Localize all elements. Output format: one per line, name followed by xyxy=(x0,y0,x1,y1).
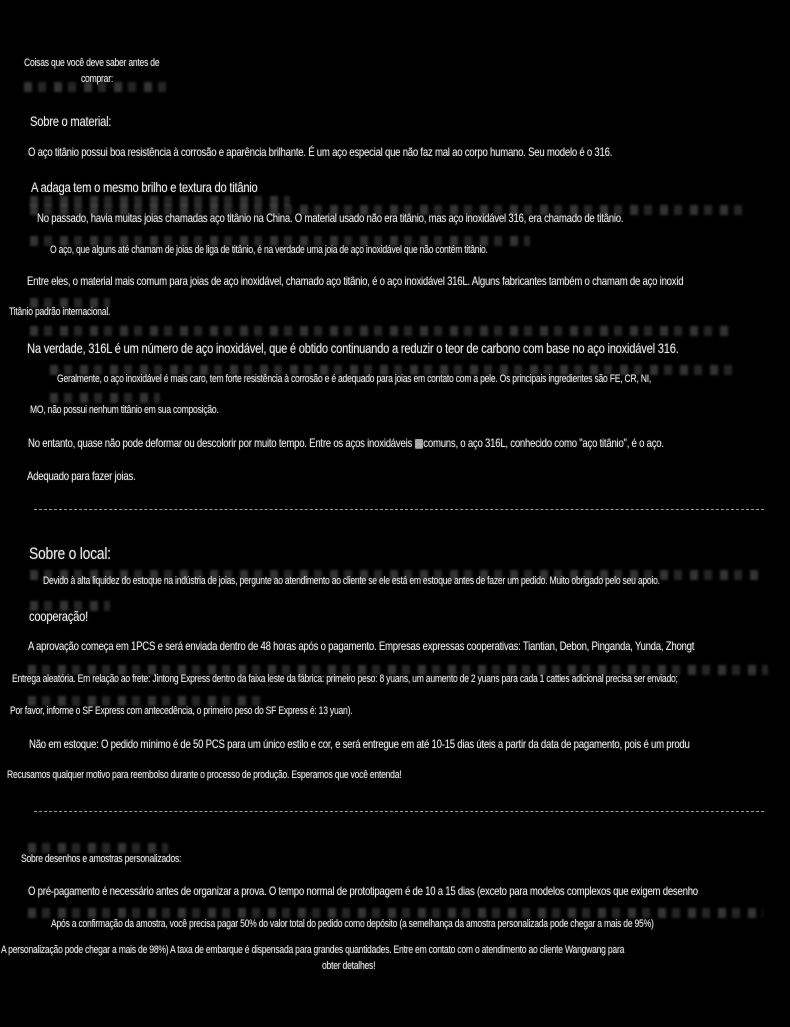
section-divider xyxy=(34,811,764,812)
material-paragraph-2: A adaga tem o mesmo brilho e textura do titânio xyxy=(31,179,258,195)
intro-line-1: Coisas que você deve saber antes de xyxy=(24,57,160,69)
location-paragraph-1: Devido à alta liquidez do estoque na indústria de joias, pergunte ao atendimento ao cliente se ele está em estoque antes de fazer um pedido. Muito obrigado pelo seu apoio. xyxy=(43,575,660,587)
blurred-text-artifact xyxy=(50,393,160,403)
material-paragraph-11: Adequado para fazer joias. xyxy=(27,469,136,483)
location-paragraph-4: Entrega aleatória. Em relação ao frete: Jintong Express dentro da faixa leste da fábrica: primeiro peso: 8 yuans, um aumento de 2 yuans para cada 1 catties adicional precisa ser enviado; xyxy=(12,673,678,685)
blurred-text-artifact xyxy=(28,843,168,853)
section-title-designs: Sobre desenhos e amostras personalizados: xyxy=(21,853,182,865)
material-paragraph-8: Geralmente, o aço inoxidável é mais caro, tem forte resistência à corrosão e é adequado para joias em contato com a pele. Os principais ingredientes são FE, CR, NI, xyxy=(57,373,652,385)
material-paragraph-5: Entre eles, o material mais comum para joias de aço inoxidável, chamado aço titânio, é o aço inoxidável 316L. Alguns fabricantes também o chamam de aço inoxid xyxy=(27,274,684,288)
material-paragraph-10: No entanto, quase não pode deformar ou descolorir por muito tempo. Entre os aços inoxidáveis ▩comuns, o aço 316L, conhecido como "aço titânio", é o aço. xyxy=(28,436,664,450)
designs-paragraph-2: Após a confirmação da amostra, você precisa pagar 50% do valor total do pedido como depósito (a semelhança da amostra personalizada pode chegar a mais de 95%) xyxy=(51,918,654,930)
material-paragraph-7: Na verdade, 316L é um número de aço inoxidável, que é obtido continuando a reduzir o teor de carbono com base no aço inoxidável 316. xyxy=(27,340,679,356)
location-paragraph-5: Por favor, informe o SF Express com antecedência, o primeiro peso do SF Express é: 13 yuan). xyxy=(10,705,353,717)
location-paragraph-6: Não em estoque: O pedido mínimo é de 50 PCS para um único estilo e cor, e será entregue em até 10-15 dias úteis a partir da data de pagamento, pois é um produ xyxy=(29,737,690,751)
designs-paragraph-4: obter detalhes! xyxy=(322,960,376,972)
intro-line-2: comprar: xyxy=(81,73,113,85)
blurred-text-artifact xyxy=(28,908,763,918)
blurred-text-artifact xyxy=(24,82,174,92)
location-paragraph-2: cooperação! xyxy=(29,608,89,624)
section-divider xyxy=(34,509,764,510)
designs-paragraph-3: A personalização pode chegar a mais de 98%) A taxa de embarque é dispensada para grandes quantidades. Entre em contato com o atendimento ao cliente Wangwang para xyxy=(1,944,625,956)
material-paragraph-3: No passado, havia muitas joias chamadas aço titânio na China. O material usado não era titânio, mas aço inoxidável 316, era chamado de titânio. xyxy=(37,211,624,225)
location-paragraph-3: A aprovação começa em 1PCS e será enviada dentro de 48 horas após o pagamento. Empresas expressas cooperativas: Tiantian, Debon, Pinganda, Yunda, Zhongt xyxy=(28,639,695,653)
section-title-material: Sobre o material: xyxy=(30,113,112,129)
section-title-location: Sobre o local: xyxy=(29,544,111,563)
location-paragraph-7: Recusamos qualquer motivo para reembolso durante o processo de produção. Esperamos que você entenda! xyxy=(7,769,402,781)
material-paragraph-9: MO, não possui nenhum titânio em sua composição. xyxy=(30,404,219,416)
blurred-text-artifact xyxy=(30,326,730,336)
material-paragraph-6: Titânio padrão internacional. xyxy=(9,306,111,318)
designs-paragraph-1: O pré-pagamento é necessário antes de organizar a prova. O tempo normal de prototipagem é de 10 a 15 dias (exceto para modelos complexos que exigem desenho xyxy=(28,884,698,898)
material-paragraph-1: O aço titânio possui boa resistência à corrosão e aparência brilhante. É um aço especial que não faz mal ao corpo humano. Seu modelo é o 316. xyxy=(28,145,613,159)
material-paragraph-4: O aço, que alguns até chamam de joias de liga de titânio, é na verdade uma joia de aço inoxidável que não contém titânio. xyxy=(50,244,488,256)
